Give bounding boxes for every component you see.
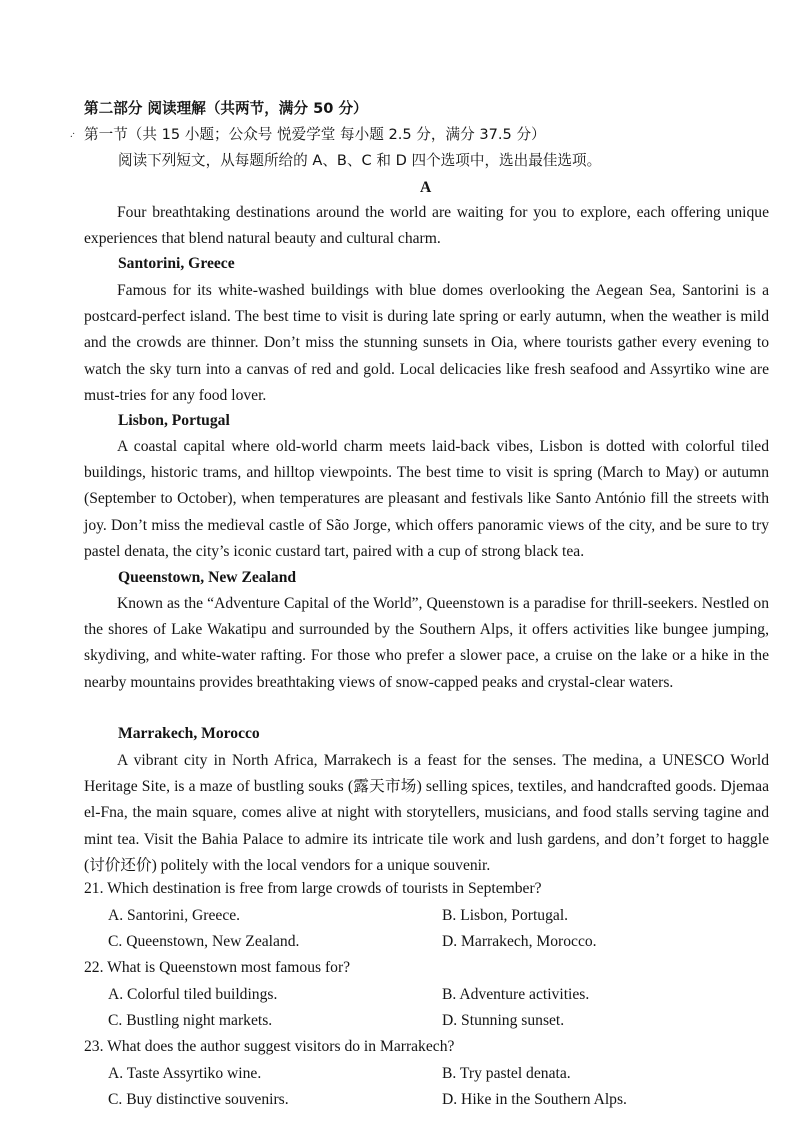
question-22-option-a[interactable]: A. Colorful tiled buildings. (108, 986, 278, 1003)
destination-heading-santorini: Santorini, Greece (118, 255, 235, 272)
question-23-option-a[interactable]: A. Taste Assyrtiko wine. (108, 1065, 262, 1082)
instruction-text: 阅读下列短文，从每题所给的 A、B、C 和 D 四个选项中，选出最佳选项。 (118, 152, 602, 169)
question-23-option-b[interactable]: B. Try pastel denata. (442, 1065, 571, 1082)
part-title: 第二部分 阅读理解（共两节，满分 50 分） (84, 100, 368, 117)
destination-text-marrakech: A vibrant city in North Africa, Marrakech is a feast for the senses. The medina, a UNESCO World Heritage Site, is a maze of bustling souks (露天市场) selling spices, textiles, and handcrafted goods. Djemaa el-Fna, the main square, comes alive at night with storytellers, musicians, and food stalls serving tagine and mint tea. Visit the Bahia Palace to admire its intricate tile work and lush gardens, and don’t forget to haggle (讨价还价) politely with the local vendors for a unique souvenir. (84, 752, 769, 874)
question-21: 21. Which destination is free from large crowds of tourists in September? (84, 880, 542, 897)
question-21-option-c[interactable]: C. Queenstown, New Zealand. (108, 933, 300, 950)
destination-heading-marrakech: Marrakech, Morocco (118, 725, 260, 742)
question-22-option-b[interactable]: B. Adventure activities. (442, 986, 590, 1003)
question-23-option-c[interactable]: C. Buy distinctive souvenirs. (108, 1091, 289, 1108)
question-22-option-c[interactable]: C. Bustling night markets. (108, 1012, 273, 1029)
destination-heading-queenstown: Queenstown, New Zealand (118, 569, 297, 586)
question-22-option-d[interactable]: D. Stunning sunset. (442, 1012, 565, 1029)
question-21-option-d[interactable]: D. Marrakech, Morocco. (442, 933, 597, 950)
destination-text-queenstown: Known as the “Adventure Capital of the World”, Queenstown is a paradise for thrill-seekers. Nestled on the shores of Lake Wakatipu and surrounded by the Southern Alps, it offers activities like bungee jumping, skydiving, and white-water rafting. For those who prefer a slower pace, a cruise on the lake or a hike in the nearby mountains provides breathtaking views of snow-capped peaks and crystal-clear waters. (84, 595, 769, 691)
destination-heading-lisbon: Lisbon, Portugal (118, 412, 230, 429)
destination-text-lisbon: A coastal capital where old-world charm meets laid-back vibes, Lisbon is dotted with colorful tiled buildings, historic trams, and hilltop viewpoints. The best time to visit is spring (March to May) or autumn (September to October), when temperatures are pleasant and festivals like Santo António fill the streets with joy. Don’t miss the medieval castle of São Jorge, which offers panoramic views of the city, and be sure to try pastel denata, the city’s iconic custard tart, paired with a cup of strong black tea. (84, 438, 769, 560)
scan-mark: .· (70, 128, 75, 140)
section-title: 第一节（共 15 小题；公众号 悦爱学堂 每小题 2.5 分，满分 37.5 分） (84, 126, 546, 143)
destination-text-santorini: Famous for its white-washed buildings with blue domes overlooking the Aegean Sea, Santorini is a postcard-perfect island. The best time to visit is during late spring or early autumn, when the weather is mild and the crowds are thinner. Don’t miss the stunning sunsets in Oia, where tourists gather every evening to watch the sky turn into a canvas of red and gold. Local delicacies like fresh seafood and Assyrtiko wine are must-tries for any food lover. (84, 282, 769, 404)
passage-letter: A (420, 179, 432, 196)
question-23: 23. What does the author suggest visitors do in Marrakech? (84, 1038, 455, 1055)
question-21-option-b[interactable]: B. Lisbon, Portugal. (442, 907, 569, 924)
intro-paragraph: Four breathtaking destinations around the world are waiting for you to explore, each offering unique experiences that blend natural beauty and cultural charm. (84, 204, 769, 248)
question-22: 22. What is Queenstown most famous for? (84, 959, 351, 976)
question-21-option-a[interactable]: A. Santorini, Greece. (108, 907, 241, 924)
question-23-option-d[interactable]: D. Hike in the Southern Alps. (442, 1091, 627, 1108)
